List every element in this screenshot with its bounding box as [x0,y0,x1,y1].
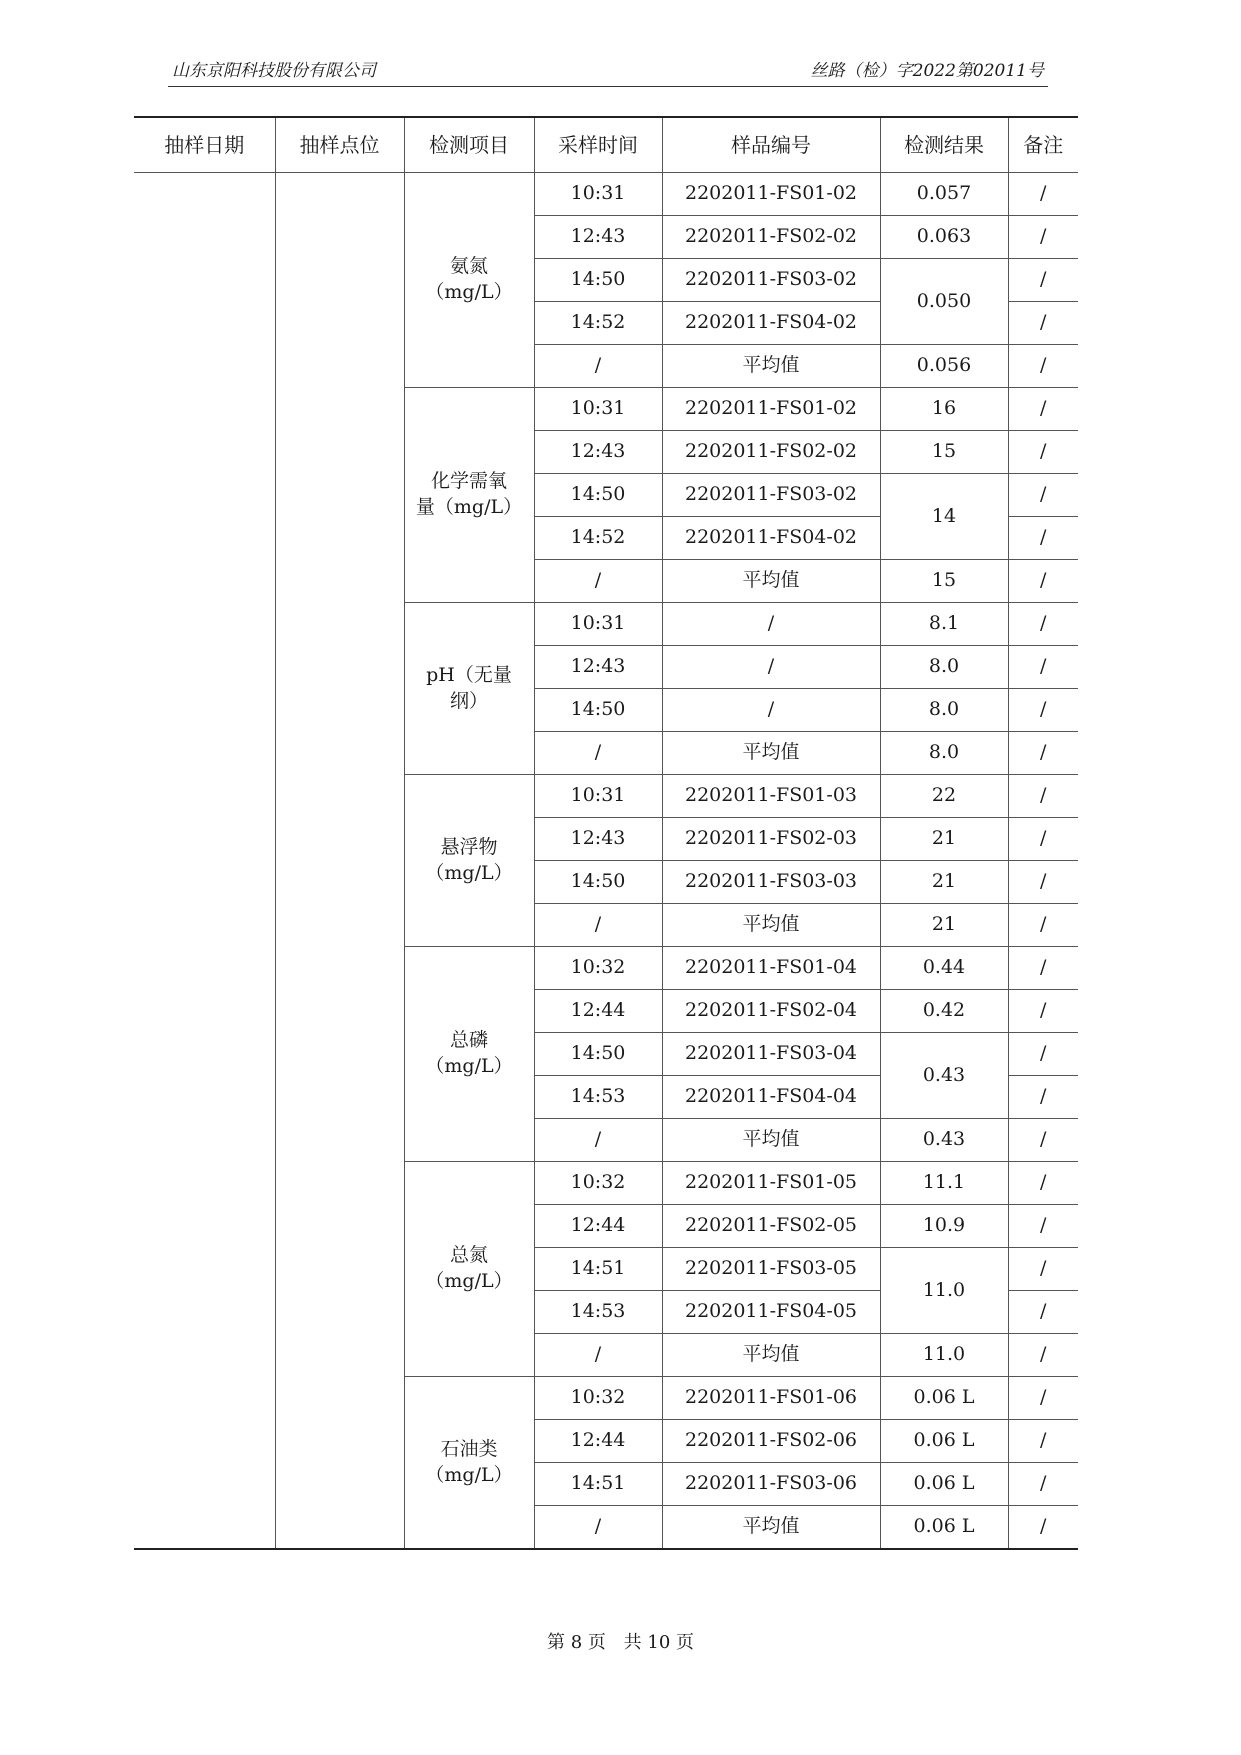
remark-cell: / [1008,818,1078,861]
remark-cell: / [1008,861,1078,904]
remark-cell: / [1008,689,1078,732]
sample-id-cell: 平均值 [662,1506,880,1550]
test-result-cell: 0.057 [880,173,1008,216]
sample-id-cell: 2202011-FS04-05 [662,1291,880,1334]
test-item-label: 氨氮 [449,255,488,278]
page-footer [0,1628,1241,1654]
sampling-time-cell: 12:43 [534,431,662,474]
test-item-cell [404,388,534,603]
sampling-time-cell: 14:52 [534,302,662,345]
remark-cell: / [1008,560,1078,603]
test-result-cell: 0.42 [880,990,1008,1033]
table-header-row [134,117,1078,173]
sampling-time-cell: 10:31 [534,388,662,431]
test-item-label: （mg/L） [425,861,513,884]
remark-cell: / [1008,1506,1078,1550]
sampling-time-cell: 10:32 [534,947,662,990]
sample-id-cell: 2202011-FS02-06 [662,1420,880,1463]
test-item-cell [404,947,534,1162]
results-table [134,116,1078,1550]
sampling-time-cell: 12:44 [534,1420,662,1463]
sampling-time-cell: / [534,560,662,603]
test-item-label: 石油类 [440,1437,498,1460]
remark-cell: / [1008,1033,1078,1076]
remark-cell: / [1008,1162,1078,1205]
sampling-time-cell: 12:43 [534,818,662,861]
remark-cell: / [1008,431,1078,474]
sample-id-cell: / [662,646,880,689]
remark-cell: / [1008,474,1078,517]
sample-id-cell: 2202011-FS03-04 [662,1033,880,1076]
remark-cell: / [1008,388,1078,431]
test-result-cell: 15 [880,560,1008,603]
test-result-cell: 8.1 [880,603,1008,646]
test-result-cell: 0.43 [880,1119,1008,1162]
sampling-time-cell: 14:51 [534,1248,662,1291]
sampling-time-cell: 14:50 [534,474,662,517]
sample-id-cell: 2202011-FS04-04 [662,1076,880,1119]
sample-id-cell: 2202011-FS03-03 [662,861,880,904]
test-result-cell: 11.0 [880,1334,1008,1377]
col-sampling-point: 抽样点位 [275,117,404,173]
test-item-label: pH（无量 [426,663,512,686]
test-item-label: （mg/L） [425,1055,513,1077]
sample-id-cell: 2202011-FS03-02 [662,474,880,517]
test-result-cell: 0.43 [880,1033,1008,1119]
page-total: 共 10 页 [623,1632,694,1653]
test-result-cell: 11.0 [880,1248,1008,1334]
sampling-time-cell: / [534,1334,662,1377]
sample-id-cell: 平均值 [662,732,880,775]
test-result-cell: 16 [880,388,1008,431]
test-item-label: 总磷 [449,1029,488,1052]
test-item-label: （mg/L） [425,281,513,303]
remark-cell: / [1008,1463,1078,1506]
test-result-cell: 0.050 [880,259,1008,345]
sample-id-cell: 2202011-FS02-04 [662,990,880,1033]
test-result-cell: 21 [880,861,1008,904]
remark-cell: / [1008,904,1078,947]
sampling-time-cell: 10:32 [534,1377,662,1420]
sample-id-cell: 平均值 [662,904,880,947]
company-name: 山东京阳科技股份有限公司 [172,61,376,81]
remark-cell: / [1008,1377,1078,1420]
remark-cell: / [1008,947,1078,990]
sampling-time-cell: 14:50 [534,259,662,302]
sample-id-cell: 2202011-FS03-05 [662,1248,880,1291]
test-item-cell [404,1162,534,1377]
sampling-time-cell: 12:43 [534,646,662,689]
sampling-time-cell: / [534,1119,662,1162]
sample-id-cell: 2202011-FS01-06 [662,1377,880,1420]
sample-id-cell: 平均值 [662,1119,880,1162]
col-sample-id: 样品编号 [662,117,880,173]
sample-id-cell: 2202011-FS04-02 [662,517,880,560]
test-result-cell: 0.06 L [880,1506,1008,1550]
col-sampling-time: 采样时间 [534,117,662,173]
sampling-point-cell [275,173,404,1550]
test-result-cell: 0.06 L [880,1463,1008,1506]
sample-id-cell: 2202011-FS03-02 [662,259,880,302]
test-item-label: （mg/L） [425,1270,513,1292]
report-number: 丝路（检）字2022第02011号 [810,61,1044,81]
sample-id-cell: 2202011-FS04-02 [662,302,880,345]
test-item-cell [404,603,534,775]
test-result-cell: 22 [880,775,1008,818]
test-item-label: 纲） [449,689,488,712]
col-remarks: 备注 [1008,117,1078,173]
sampling-time-cell: 10:31 [534,603,662,646]
test-result-cell: 0.063 [880,216,1008,259]
sampling-time-cell: 10:32 [534,1162,662,1205]
remark-cell: / [1008,775,1078,818]
results-table-body [134,173,1078,1550]
remark-cell: / [1008,1076,1078,1119]
sample-id-cell: 2202011-FS02-02 [662,216,880,259]
sample-id-cell: 平均值 [662,345,880,388]
sampling-time-cell: / [534,1506,662,1550]
test-item-label: 化学需氧 [430,470,507,493]
sampling-time-cell: 10:31 [534,173,662,216]
test-result-cell: 0.06 L [880,1420,1008,1463]
remark-cell: / [1008,1248,1078,1291]
sample-id-cell: / [662,689,880,732]
test-result-cell: 0.06 L [880,1377,1008,1420]
test-result-cell: 14 [880,474,1008,560]
sample-id-cell: 2202011-FS01-02 [662,388,880,431]
test-item-cell [404,775,534,947]
test-item-label: （mg/L） [425,1463,513,1486]
sample-id-cell: 2202011-FS02-03 [662,818,880,861]
sample-id-cell: 2202011-FS02-02 [662,431,880,474]
sample-id-cell: 2202011-FS01-04 [662,947,880,990]
sampling-time-cell: / [534,904,662,947]
remark-cell: / [1008,173,1078,216]
test-item-cell [404,173,534,388]
remark-cell: / [1008,259,1078,302]
col-sampling-date: 抽样日期 [134,117,275,173]
remark-cell: / [1008,646,1078,689]
test-item-cell [404,1377,534,1550]
sampling-time-cell: 14:50 [534,689,662,732]
remark-cell: / [1008,517,1078,560]
page-number: 第 8 页 [547,1632,606,1653]
test-result-cell: 8.0 [880,732,1008,775]
sampling-time-cell: / [534,732,662,775]
sampling-time-cell: 14:53 [534,1076,662,1119]
remark-cell: / [1008,345,1078,388]
sampling-time-cell: 14:51 [534,1463,662,1506]
sample-id-cell: / [662,603,880,646]
sampling-date-cell [134,173,275,1550]
sampling-time-cell: 12:43 [534,216,662,259]
sample-id-cell: 2202011-FS01-03 [662,775,880,818]
remark-cell: / [1008,990,1078,1033]
remark-cell: / [1008,1119,1078,1162]
test-item-label: 量（mg/L） [415,496,523,518]
sampling-time-cell: 14:52 [534,517,662,560]
test-result-cell: 21 [880,904,1008,947]
remark-cell: / [1008,1420,1078,1463]
sample-id-cell: 2202011-FS03-06 [662,1463,880,1506]
test-result-cell: 0.056 [880,345,1008,388]
test-result-cell: 10.9 [880,1205,1008,1248]
test-result-cell: 0.44 [880,947,1008,990]
test-result-cell: 11.1 [880,1162,1008,1205]
test-result-cell: 15 [880,431,1008,474]
sampling-time-cell: 12:44 [534,990,662,1033]
remark-cell: / [1008,1334,1078,1377]
sampling-time-cell: 12:44 [534,1205,662,1248]
test-item-label: 总氮 [449,1244,488,1267]
sample-id-cell: 平均值 [662,560,880,603]
test-item-label: 悬浮物 [440,835,498,858]
page-header [168,50,1048,87]
test-result-cell: 21 [880,818,1008,861]
sample-id-cell: 平均值 [662,1334,880,1377]
sampling-time-cell: 14:50 [534,1033,662,1076]
test-result-cell: 8.0 [880,646,1008,689]
sampling-time-cell: 14:50 [534,861,662,904]
table-row [134,173,1078,216]
sample-id-cell: 2202011-FS02-05 [662,1205,880,1248]
col-test-result: 检测结果 [880,117,1008,173]
remark-cell: / [1008,603,1078,646]
remark-cell: / [1008,216,1078,259]
remark-cell: / [1008,732,1078,775]
sampling-time-cell: / [534,345,662,388]
remark-cell: / [1008,1291,1078,1334]
test-result-cell: 8.0 [880,689,1008,732]
sample-id-cell: 2202011-FS01-02 [662,173,880,216]
sample-id-cell: 2202011-FS01-05 [662,1162,880,1205]
col-test-item: 检测项目 [404,117,534,173]
remark-cell: / [1008,302,1078,345]
remark-cell: / [1008,1205,1078,1248]
sampling-time-cell: 14:53 [534,1291,662,1334]
sampling-time-cell: 10:31 [534,775,662,818]
